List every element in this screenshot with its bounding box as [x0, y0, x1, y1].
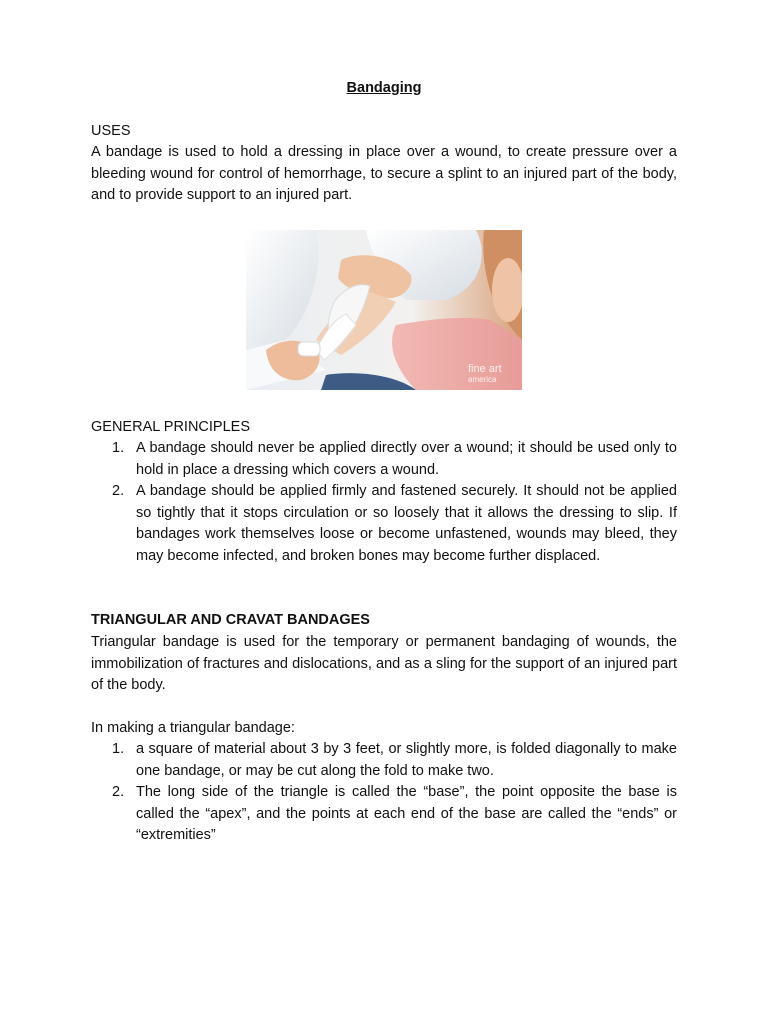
- making-list: [91, 739, 677, 847]
- triangular-paragraph: Triangular bandage is used for the temporary or permanent bandaging of wounds, the immobilization of fractures and dislocations, and as a sling for the support of an injured part of the body.: [91, 634, 677, 693]
- making-label: In making a triangular bandage:: [91, 720, 295, 736]
- uses-paragraph: A bandage is used to hold a dressing in place over a wound, to create pressure over a bleeding wound for control of hemorrhage, to secure a splint to an injured part of the body, and to provide support to an injured part.: [91, 144, 677, 203]
- triangular-heading: TRIANGULAR AND CRAVAT BANDAGES: [91, 612, 370, 628]
- list-item-number: 1.: [112, 440, 125, 456]
- uses-label: USES: [91, 123, 131, 139]
- general-principles-list: [91, 438, 677, 567]
- list-item-number: 2.: [112, 483, 125, 499]
- general-principles-label: GENERAL PRINCIPLES: [91, 419, 251, 435]
- list-item-number: 2.: [112, 784, 125, 800]
- list-item: [91, 739, 677, 782]
- list-item-text: a square of material about 3 by 3 feet, or slightly more, is folded diagonally to make one bandage, or may be cut along the fold to make two.: [136, 741, 677, 779]
- list-item: [91, 782, 677, 847]
- page-title: Bandaging: [346, 80, 422, 96]
- list-item: [91, 438, 677, 481]
- watermark-line-1: fine art: [468, 363, 502, 375]
- list-item-text: A bandage should be applied firmly and fastened securely. It should not be applied so tightly that it stops circulation or so loosely that it allows the dressing to slip. If bandages work themselves loose or become unfastened, wounds may bleed, they may become infected, and broken bones may become further displaced.: [136, 483, 677, 564]
- list-item-text: A bandage should never be applied directly over a wound; it should be used only to hold in place a dressing which covers a wound.: [136, 440, 677, 478]
- list-item: [91, 481, 677, 567]
- list-item-number: 1.: [112, 741, 125, 757]
- watermark-line-2: america: [468, 375, 497, 384]
- bandaging-photo: [246, 230, 522, 390]
- list-item-text: The long side of the triangle is called the “base”, the point opposite the base is called the “apex”, and the points at each end of the base are called the “ends” or “extremities”: [136, 784, 677, 843]
